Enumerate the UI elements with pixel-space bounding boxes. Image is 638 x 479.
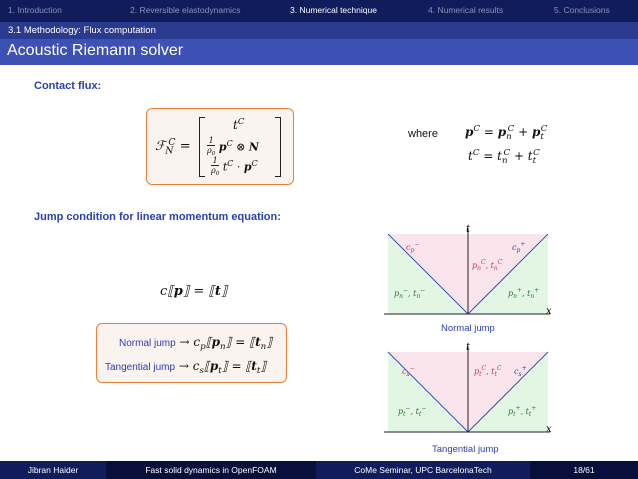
tangential-star-state: $p_t^C$, $t_t^C$ [474, 365, 502, 378]
footer-author: Jibran Haider [27, 465, 79, 475]
right-bracket [275, 117, 281, 177]
tangential-left-speed: $c_s^-$ [402, 365, 415, 378]
tangential-jump-diagram [380, 340, 560, 440]
normal-left-speed: $c_p^-$ [406, 241, 420, 254]
flux-row-2: $\frac{1}{\rho_0}$ $p^C$ ⊗ N [207, 136, 259, 158]
nav-item-introduction[interactable]: 1. Introduction [8, 5, 62, 15]
jump-equations-box [96, 323, 287, 383]
nav-item-numerical-technique[interactable]: 3. Numerical technique [290, 5, 377, 15]
normal-right-speed: $c_p^+$ [512, 241, 526, 254]
tangential-jump-caption: Tangential jump [432, 444, 499, 455]
tangential-jump-equation: Tangential jump → $c_s⟦p_t⟧$ = $⟦t_t⟧$ [105, 359, 267, 377]
normal-jump-diagram [380, 222, 560, 322]
nav-item-reversible-elastodynamics[interactable]: 2. Reversible elastodynamics [130, 5, 241, 15]
footer-bar [0, 461, 638, 479]
tangential-jump-label: Tangential jump [105, 362, 176, 373]
normal-jump-label: Normal jump [119, 338, 176, 349]
tangential-x-label: x [546, 424, 552, 435]
slide-title: Acoustic Riemann solver [7, 42, 184, 59]
contact-traction-equation: $t^C = t_n^C + t_t^C$ [468, 148, 540, 166]
flux-row-1: $t^C$ [233, 117, 245, 132]
nav-item-conclusions[interactable]: 5. Conclusions [554, 5, 610, 15]
section-title: 3.1 Methodology: Flux computation [8, 25, 156, 36]
tangential-right-state: $p_t^+$, $t_t^+$ [508, 405, 537, 418]
normal-right-state: $p_n^+$, $t_n^+$ [508, 287, 540, 300]
top-navigation [0, 0, 638, 22]
normal-star-state: $p_n^C$, $t_n^C$ [472, 259, 503, 272]
tangential-t-label: t [466, 342, 471, 353]
normal-jump-equation: Normal jump → $c_p⟦p_n⟧$ = $⟦t_n⟧$ [119, 335, 273, 353]
flux-symbol: ℱ$_N^C$ = [155, 137, 191, 157]
jump-condition-heading: Jump condition for linear momentum equation: [34, 211, 281, 223]
nav-item-numerical-results[interactable]: 4. Numerical results [428, 5, 504, 15]
flux-row-3: $\frac{1}{\rho_0}$ $t^C \cdot p^C$ [211, 156, 258, 178]
normal-x-label: x [546, 306, 552, 317]
contact-momentum-equation: $p^C = p_n^C + p_t^C$ [465, 124, 548, 142]
footer-page-number[interactable]: 18/61 [530, 461, 638, 479]
left-bracket [199, 117, 205, 177]
footer-talk-title: Fast solid dynamics in OpenFOAM [106, 461, 316, 479]
jump-condition-equation: c⟦p⟧ = ⟦t⟧ [160, 284, 228, 299]
normal-t-label: t [466, 224, 471, 235]
normal-jump-caption: Normal jump [441, 323, 495, 334]
slide-title-bar [0, 39, 638, 65]
footer-venue: CoMe Seminar, UPC BarcelonaTech [354, 465, 492, 475]
normal-left-state: $p_n^-$, $t_n^-$ [394, 287, 426, 300]
tangential-right-speed: $c_s^+$ [514, 365, 527, 378]
contact-flux-heading: Contact flux: [34, 80, 102, 92]
contact-flux-box [146, 108, 294, 185]
section-bar [0, 22, 638, 39]
tangential-left-state: $p_t^-$, $t_t^-$ [398, 405, 427, 418]
where-label: where [408, 128, 438, 140]
